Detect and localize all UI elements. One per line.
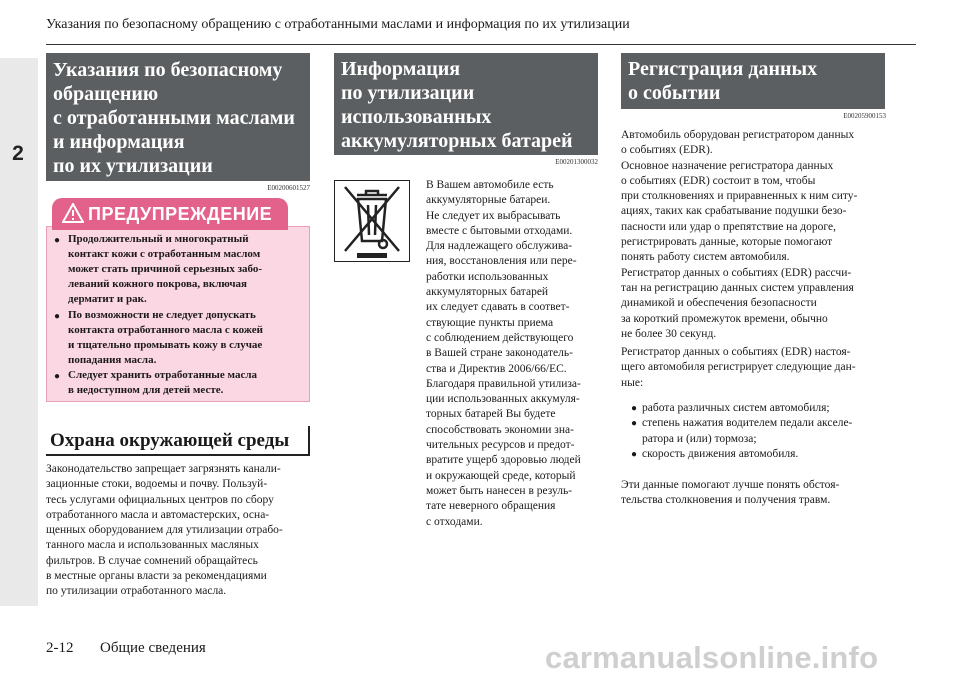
warning-item xyxy=(54,308,306,368)
text-line: торных батарей Вы будете xyxy=(426,408,556,421)
section-code: E00205900153 xyxy=(843,112,886,120)
chapter-number: 2 xyxy=(12,142,24,165)
title-line: и информация xyxy=(53,131,185,153)
bullet-icon: ● xyxy=(631,403,638,414)
text-line: Основное назначение регистратора данных xyxy=(621,159,834,172)
text-line: Регистратор данных о событиях (EDR) настоя- xyxy=(621,346,851,358)
title-line: с отработанными маслами xyxy=(53,107,295,129)
warning-line: Продолжительный и многократный xyxy=(68,233,249,245)
text-line: фильтров. В случае сомнений обращайтесь xyxy=(46,554,258,567)
warning-line: контакта отработанного масла с кожей xyxy=(68,324,263,336)
text-line: и окружающей среде, который xyxy=(426,469,576,482)
page-number: 2-12 xyxy=(46,640,74,656)
section-title-oil-safety xyxy=(46,53,310,181)
text-line: динамикой и обеспечения безопасности xyxy=(621,297,817,310)
text-line: о событиях (EDR). xyxy=(621,144,713,157)
text-line: танного масла и использованных масляных xyxy=(46,539,259,552)
title-line: Информация xyxy=(341,58,461,80)
text-line: Эти данные помогают лучше понять обстоя- xyxy=(621,479,840,491)
text-line: ациях, таких как срабатывание подушки безо- xyxy=(621,205,847,218)
text-line: вместе с бытовыми отходами. xyxy=(426,224,573,237)
text-line: ции использованных аккумуля- xyxy=(426,393,580,406)
text-line: пасности или удар о препятствие на дороге, xyxy=(621,220,836,233)
text-line: за короткий промежуток времени, обычно xyxy=(621,312,828,325)
env-heading: Охрана окружающей среды xyxy=(50,430,290,451)
text-line: Законодательство запрещает загрязнять канали- xyxy=(46,463,281,475)
text-line: зационные стоки, водоемы и почву. Пользуй- xyxy=(46,478,268,491)
text-line: Благодаря правильной утилиза- xyxy=(426,377,581,390)
text-line: тан на регистрацию данных систем управления xyxy=(621,281,854,294)
edr-paragraph-1 xyxy=(621,128,857,342)
header-divider xyxy=(46,44,916,45)
edr-paragraph-2 xyxy=(621,345,856,391)
battery-paragraph xyxy=(426,178,581,530)
warning-line: По возможности не следует допускать xyxy=(68,309,256,321)
title-line: аккумуляторных батарей xyxy=(341,130,573,152)
text-line: тате неверного обращения xyxy=(426,500,556,513)
text-line: их следует сдавать в соответ- xyxy=(426,301,570,314)
text-line: работки использованных xyxy=(426,270,549,283)
watermark: carmanualsonline.info xyxy=(545,640,879,675)
list-item: ● работа различных систем автомобиля; xyxy=(631,401,852,416)
text-line: Для надлежащего обслужива- xyxy=(426,240,573,253)
text-line: в Вашей стране законодатель- xyxy=(426,347,573,360)
warning-triangle-icon xyxy=(62,203,84,223)
text-line: аккумуляторных батарей xyxy=(426,286,549,299)
title-line: Регистрация данных xyxy=(628,58,818,80)
chapter-sidebar xyxy=(0,58,38,606)
bullet-icon: ● xyxy=(631,418,638,430)
text-line: вратите ущерб здоровью людей xyxy=(426,454,581,467)
text-line: ства и Директив 2006/66/EC. xyxy=(426,362,567,375)
title-line: Указания по безопасному xyxy=(53,59,283,81)
warning-line: в недоступном для детей месте. xyxy=(68,384,224,396)
footer-section-name: Общие сведения xyxy=(100,640,206,656)
title-line: по утилизации xyxy=(341,82,475,104)
text-line: щенных оборудованием для утилизации отрабо- xyxy=(46,524,283,537)
text-line: при столкновениях и приравненных к ним ситу- xyxy=(621,190,858,203)
text-line: с отходами. xyxy=(426,515,483,528)
list-item-continuation: ратора и (или) тормоза; xyxy=(642,432,757,445)
text-line: аккумуляторные батареи. xyxy=(426,194,551,207)
text-line: о событиях (EDR) состоит в том, чтобы xyxy=(621,174,816,187)
text-line: ные: xyxy=(621,376,644,389)
text-line: тесь услугами официальных центров по сбору xyxy=(46,493,274,506)
text-line: регистрировать данные, которые помогают xyxy=(621,236,833,249)
section-code: E00200601527 xyxy=(267,184,310,192)
text-line: отработанного масла и автомастерских, осна- xyxy=(46,508,270,521)
heading-edge xyxy=(308,426,310,456)
env-heading-box xyxy=(46,426,310,456)
warning-line: дерматит и рак. xyxy=(68,293,147,305)
bullet-icon: ● xyxy=(54,235,61,246)
warning-label: ПРЕДУПРЕЖДЕНИЕ xyxy=(88,204,273,224)
section-title-battery-disposal xyxy=(334,53,598,155)
title-line: использованных xyxy=(341,106,492,128)
section-code: E00201300032 xyxy=(555,158,598,166)
env-paragraph xyxy=(46,462,283,600)
bullet-icon: ● xyxy=(54,311,61,322)
text-line: Не следует их выбрасывать xyxy=(426,209,561,222)
warning-line: контакт кожи с отработанным маслом xyxy=(68,248,261,260)
section-title-edr xyxy=(621,53,885,109)
warning-header xyxy=(52,198,288,230)
running-header: Указания по безопасному обращению с отработанными маслами и информация по их утилизации xyxy=(46,17,630,32)
text-line: тельства столкновения и получения травм. xyxy=(621,494,831,507)
text-line: чительных ресурсов и предот- xyxy=(426,439,575,452)
warning-line: и тщательно промывать кожу в случае xyxy=(68,339,263,351)
warning-line: Следует хранить отработанные масла xyxy=(68,369,258,381)
list-item: ● скорость движения автомобиля. xyxy=(631,447,852,462)
crossed-out-wheelie-bin-icon xyxy=(334,180,410,262)
text-line: ствующие пункты приема xyxy=(426,316,554,329)
text-line: Автомобиль оборудован регистратором данных xyxy=(621,129,855,141)
text-line: понять работу систем автомобиля. xyxy=(621,251,790,264)
warning-line: попадания масла. xyxy=(68,354,157,366)
warning-line: может стать причиной серьезных забо- xyxy=(68,263,263,275)
title-line: обращению xyxy=(53,83,159,105)
title-line: о событии xyxy=(628,82,721,104)
warning-item xyxy=(54,368,306,398)
warning-item xyxy=(54,232,306,307)
text-line: не более 30 секунд. xyxy=(621,327,717,340)
edr-paragraph-3 xyxy=(621,478,839,509)
warning-line: леваний кожного покрова, включая xyxy=(68,278,248,290)
text-line: ния, восстановления или пере- xyxy=(426,255,577,268)
text-line: В Вашем автомобиле есть xyxy=(426,179,554,191)
bullet-icon: ● xyxy=(631,448,638,460)
text-line: щего автомобиля регистрирует следующие дан- xyxy=(621,361,856,374)
text-line: в местные органы власти за рекомендациями xyxy=(46,570,267,583)
bullet-icon: ● xyxy=(54,371,61,382)
text-line: с соблюдением действующего xyxy=(426,331,574,344)
text-line: способствовать экономии зна- xyxy=(426,423,574,436)
text-line: может быть нанесен в резуль- xyxy=(426,484,573,497)
list-item: ● степень нажатия водителем педали акселе- xyxy=(631,416,852,431)
edr-list xyxy=(631,401,852,462)
text-line: Регистратор данных о событиях (EDR) рассчи- xyxy=(621,266,852,279)
title-line: по их утилизации xyxy=(53,155,213,177)
text-line: по утилизации отработанного масла. xyxy=(46,585,227,598)
